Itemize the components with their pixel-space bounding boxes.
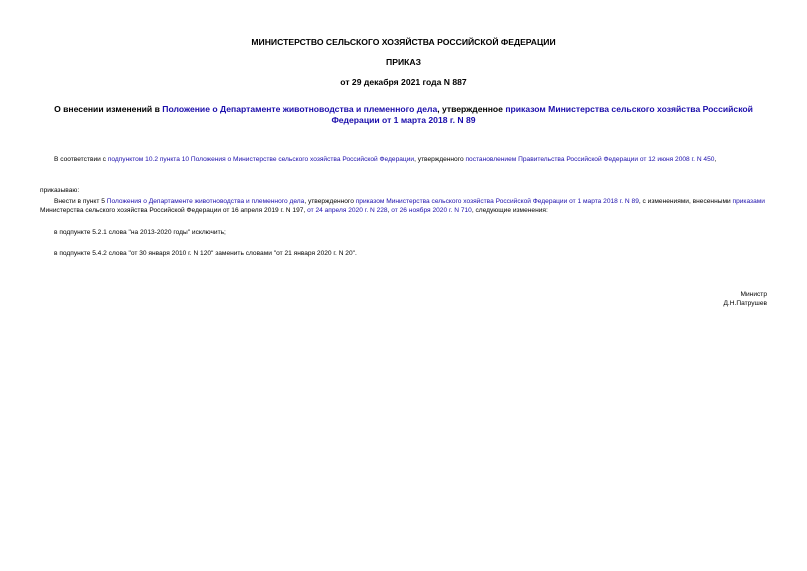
document-title — [40, 104, 767, 126]
order-word: приказываю: — [40, 187, 80, 194]
document-date-number: от 29 декабря 2021 года N 887 — [340, 77, 467, 87]
preamble-paragraph — [40, 155, 768, 164]
item-link-order-89[interactable]: приказом Министерства сельского хозяйства Российской Федерации от 1 марта 2018 г. N 89 — [355, 198, 639, 205]
item-text-6: , следующие изменения: — [471, 207, 548, 214]
preamble-text-3: , — [714, 156, 717, 163]
title-text-2: , утвержденное — [437, 104, 506, 114]
preamble-text-2: , утвержденного — [414, 156, 466, 163]
title-link-regulation[interactable]: Положение о Департаменте животноводства и племенного дела — [162, 104, 438, 114]
document-type: ПРИКАЗ — [386, 57, 421, 67]
item-link-order-228[interactable]: от 24 апреля 2020 г. N 228 — [307, 207, 388, 214]
signature-name: Д.Н.Патрушев — [723, 300, 767, 307]
change-1: в подпункте 5.2.1 слова "на 2013-2020 годы" исключить; — [54, 229, 226, 236]
preamble-link-decree[interactable]: постановлением Правительства Российской Федерации от 12 июня 2008 г. N 450 — [465, 156, 715, 163]
ministry-heading: МИНИСТЕРСТВО СЕЛЬСКОГО ХОЗЯЙСТВА РОССИЙСКОЙ ФЕДЕРАЦИИ — [251, 37, 556, 47]
item-link-regulation[interactable]: Положения о Департаменте животноводства и племенного дела — [106, 198, 305, 205]
item-text-3: , с изменениями, внесенными — [638, 198, 733, 205]
item-text-2: , утвержденного — [304, 198, 356, 205]
change-2: в подпункте 5.4.2 слова "от 30 января 2010 г. N 120" заменить словами "от 21 января 2020 г. N 20". — [54, 250, 357, 257]
signature-position: Министр — [740, 291, 767, 298]
preamble-link-subpoint[interactable]: подпунктом 10.2 пункта 10 Положения о Министерстве сельского хозяйства Российской Федерации — [107, 156, 415, 163]
item-paragraph — [40, 197, 768, 215]
item-link-orders[interactable]: приказами — [732, 198, 765, 205]
item-text-5: , — [387, 207, 392, 214]
preamble-text-1: В соответствии с — [54, 156, 108, 163]
title-link-order[interactable]: приказом Министерства сельского хозяйства Российской Федерации от 1 марта 2018 г. N 89 — [331, 104, 753, 125]
item-text-4: Министерства сельского хозяйства Российской Федерации от 16 апреля 2019 г. N 197, — [40, 207, 308, 214]
title-text-1: О внесении изменений в — [54, 104, 163, 114]
item-link-order-710[interactable]: от 26 ноября 2020 г. N 710 — [391, 207, 472, 214]
item-text-1: Внести в пункт 5 — [54, 198, 107, 205]
